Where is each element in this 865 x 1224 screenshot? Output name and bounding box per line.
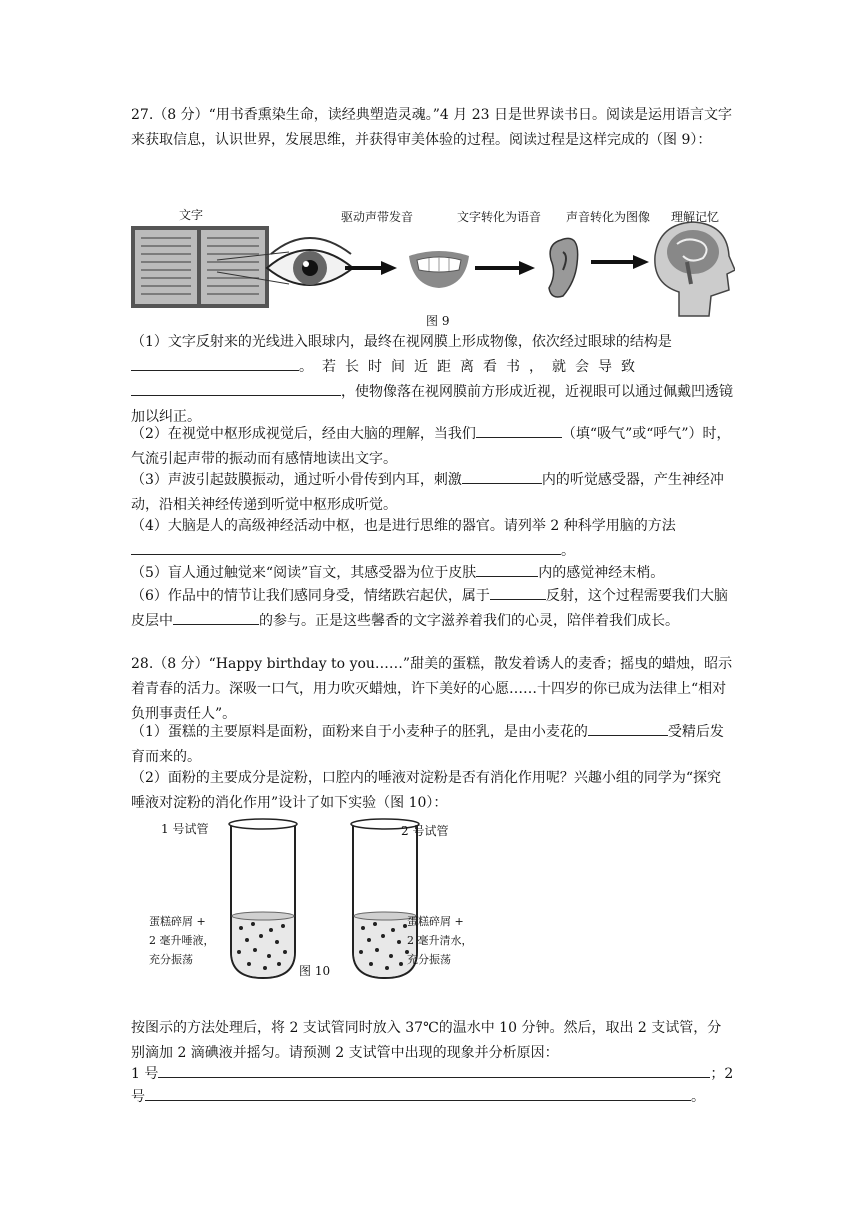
q27-sub4-text-b: 。 [561, 543, 575, 559]
tube1-content-line: 充分振荡 [149, 953, 193, 966]
figure-9-caption: 图 9 [426, 314, 450, 328]
q27-sub2-text-b: （填“吸气”或“呼气”）时，气流引起声带的振动而有感情地读出文字。 [131, 426, 731, 467]
q27-sub4 [131, 514, 735, 564]
q28-sub1-text-b: 受精后发育而来的。 [131, 724, 724, 765]
tube1-content-line: 2 毫升唾液， [149, 934, 215, 947]
q28-answer-2 [131, 1085, 735, 1110]
q27-sub5-text-b: 内的感觉神经末梢。 [538, 565, 665, 581]
answer-2-suffix: 。 [691, 1089, 705, 1105]
fig9-label-vocal: 驱动声带发音 [341, 210, 414, 224]
q27-sub1-text-a: （1）文字反射来的光线进入眼球内，最终在视网膜上形成物像，依次经过眼球的结构是 [131, 334, 672, 350]
answer-blank[interactable] [588, 721, 668, 736]
ear-icon [549, 238, 578, 297]
q28-intro: 28.（8 分）“Happy birthday to you……”甜美的蛋糕，散发着诱人的麦香；摇曳的蜡烛，昭示着青春的活力。深吸一口气，用力吹灭蜡烛，许下美好的心愿……十四岁的你已成为法律上“相对负刑事责任人”。 [131, 656, 733, 722]
q28-answer-1 [131, 1062, 735, 1087]
brain-head-icon [655, 222, 735, 316]
answer-1-suffix: ；2 [710, 1066, 734, 1082]
q27-sub5 [131, 561, 735, 586]
q27-sub6-text-a: （6）作品中的情节让我们感同身受，情绪跌宕起伏，属于 [131, 588, 490, 604]
answer-blank[interactable] [476, 562, 538, 577]
q27-sub3-text-a: （3）声波引起鼓膜振动，通过听小骨传到内耳，刺激 [131, 472, 462, 488]
tube2-content-line: 充分振荡 [407, 953, 451, 966]
q27-sub2-text-a: （2）在视觉中枢形成视觉后，经由大脑的理解，当我们 [131, 426, 476, 442]
arrow-icon [591, 255, 649, 269]
answer-blank[interactable] [173, 610, 259, 625]
answer-blank[interactable] [462, 469, 542, 484]
q27-sub6-text-c: 的参与。正是这些馨香的文字滋养着我们的心灵，陪伴着我们成长。 [259, 613, 679, 629]
arrow-icon [475, 261, 535, 275]
mouth-icon [409, 251, 469, 288]
q28-sub1-text-a: （1）蛋糕的主要原料是面粉，面粉来自于小麦种子的胚乳，是由小麦花的 [131, 724, 588, 740]
answer-blank[interactable] [145, 1086, 691, 1101]
answer-1-prefix: 1 号 [131, 1066, 159, 1082]
answer-blank[interactable] [490, 585, 546, 600]
q27-sub2 [131, 422, 735, 472]
q28-after: 按图示的方法处理后，将 2 支试管同时放入 37℃的温水中 10 分钟。然后，取出 2 支试管，分别滴加 2 滴碘液并摇匀。请预测 2 支试管中出现的现象并分析原因： [131, 1020, 722, 1061]
answer-blank[interactable] [131, 356, 299, 371]
figure-10 [131, 812, 511, 987]
q27-sub5-text-a: （5）盲人通过触觉来“阅读”盲文，其感受器为位于皮肤 [131, 565, 477, 581]
q27-sub6 [131, 584, 735, 634]
q27-sub1-text-c: ，使物像落在视网膜前方形成近视，近视眼可以通过佩戴凹透镜加以纠正。 [131, 384, 733, 425]
answer-blank[interactable] [476, 423, 562, 438]
q27-sub3-text-b: 内的听觉感受器，产生神经冲动，沿相关神经传递到听觉中枢形成听觉。 [131, 472, 724, 513]
tube1-content-line: 蛋糕碎屑 + [149, 915, 206, 928]
q27-sub4-text-a: （4）大脑是人的高级神经活动中枢，也是进行思维的器官。请列举 2 种科学用脑的方法 [131, 518, 676, 534]
answer-2-prefix: 号 [131, 1089, 145, 1105]
tube2-content [407, 912, 473, 969]
q28-sub2: （2）面粉的主要成分是淀粉，口腔内的唾液对淀粉是否有消化作用呢？兴趣小组的同学为“探究唾液对淀粉的消化作用”设计了如下实验（图 10）： [131, 770, 722, 811]
tube2-label: 2 号试管 [401, 824, 449, 838]
tube1-content [149, 912, 215, 969]
q27-sub3 [131, 468, 735, 518]
answer-blank[interactable] [131, 381, 341, 396]
figure-10-caption: 图 10 [299, 964, 331, 978]
q27-sub6-text-b: 反射，这个过程需要我们大脑皮层中 [131, 588, 728, 629]
answer-blank[interactable] [131, 540, 561, 555]
q27-sub1 [131, 330, 735, 430]
test-tube-1 [229, 819, 297, 978]
q27-intro: 27.（8 分）“用书香熏染生命，读经典塑造灵魂。”4 月 23 日是世界读书日。阅读是运用语言文字来获取信息，认识世界，发展思维，并获得审美体验的过程。阅读过程是这样完成的（图 9）： [131, 107, 733, 148]
fig9-label-text: 文字 [179, 208, 204, 222]
eye-icon [267, 238, 353, 285]
fig9-label-image: 声音转化为图像 [566, 210, 651, 224]
tube2-content-line: 2 毫升清水， [407, 934, 473, 947]
book-icon [131, 226, 269, 308]
fig9-label-speech: 文字转化为语音 [457, 210, 542, 224]
arrow-icon [345, 261, 397, 275]
fig9-label-memory: 理解记忆 [671, 210, 720, 224]
q28-sub1 [131, 720, 735, 770]
tube2-content-line: 蛋糕碎屑 + [407, 915, 464, 928]
tube1-label: 1 号试管 [161, 822, 209, 836]
figure-9 [131, 204, 735, 329]
answer-blank[interactable] [158, 1063, 710, 1078]
q27-sub1-text-b: 。若长时间近距离看书，就会导致 [299, 359, 644, 375]
